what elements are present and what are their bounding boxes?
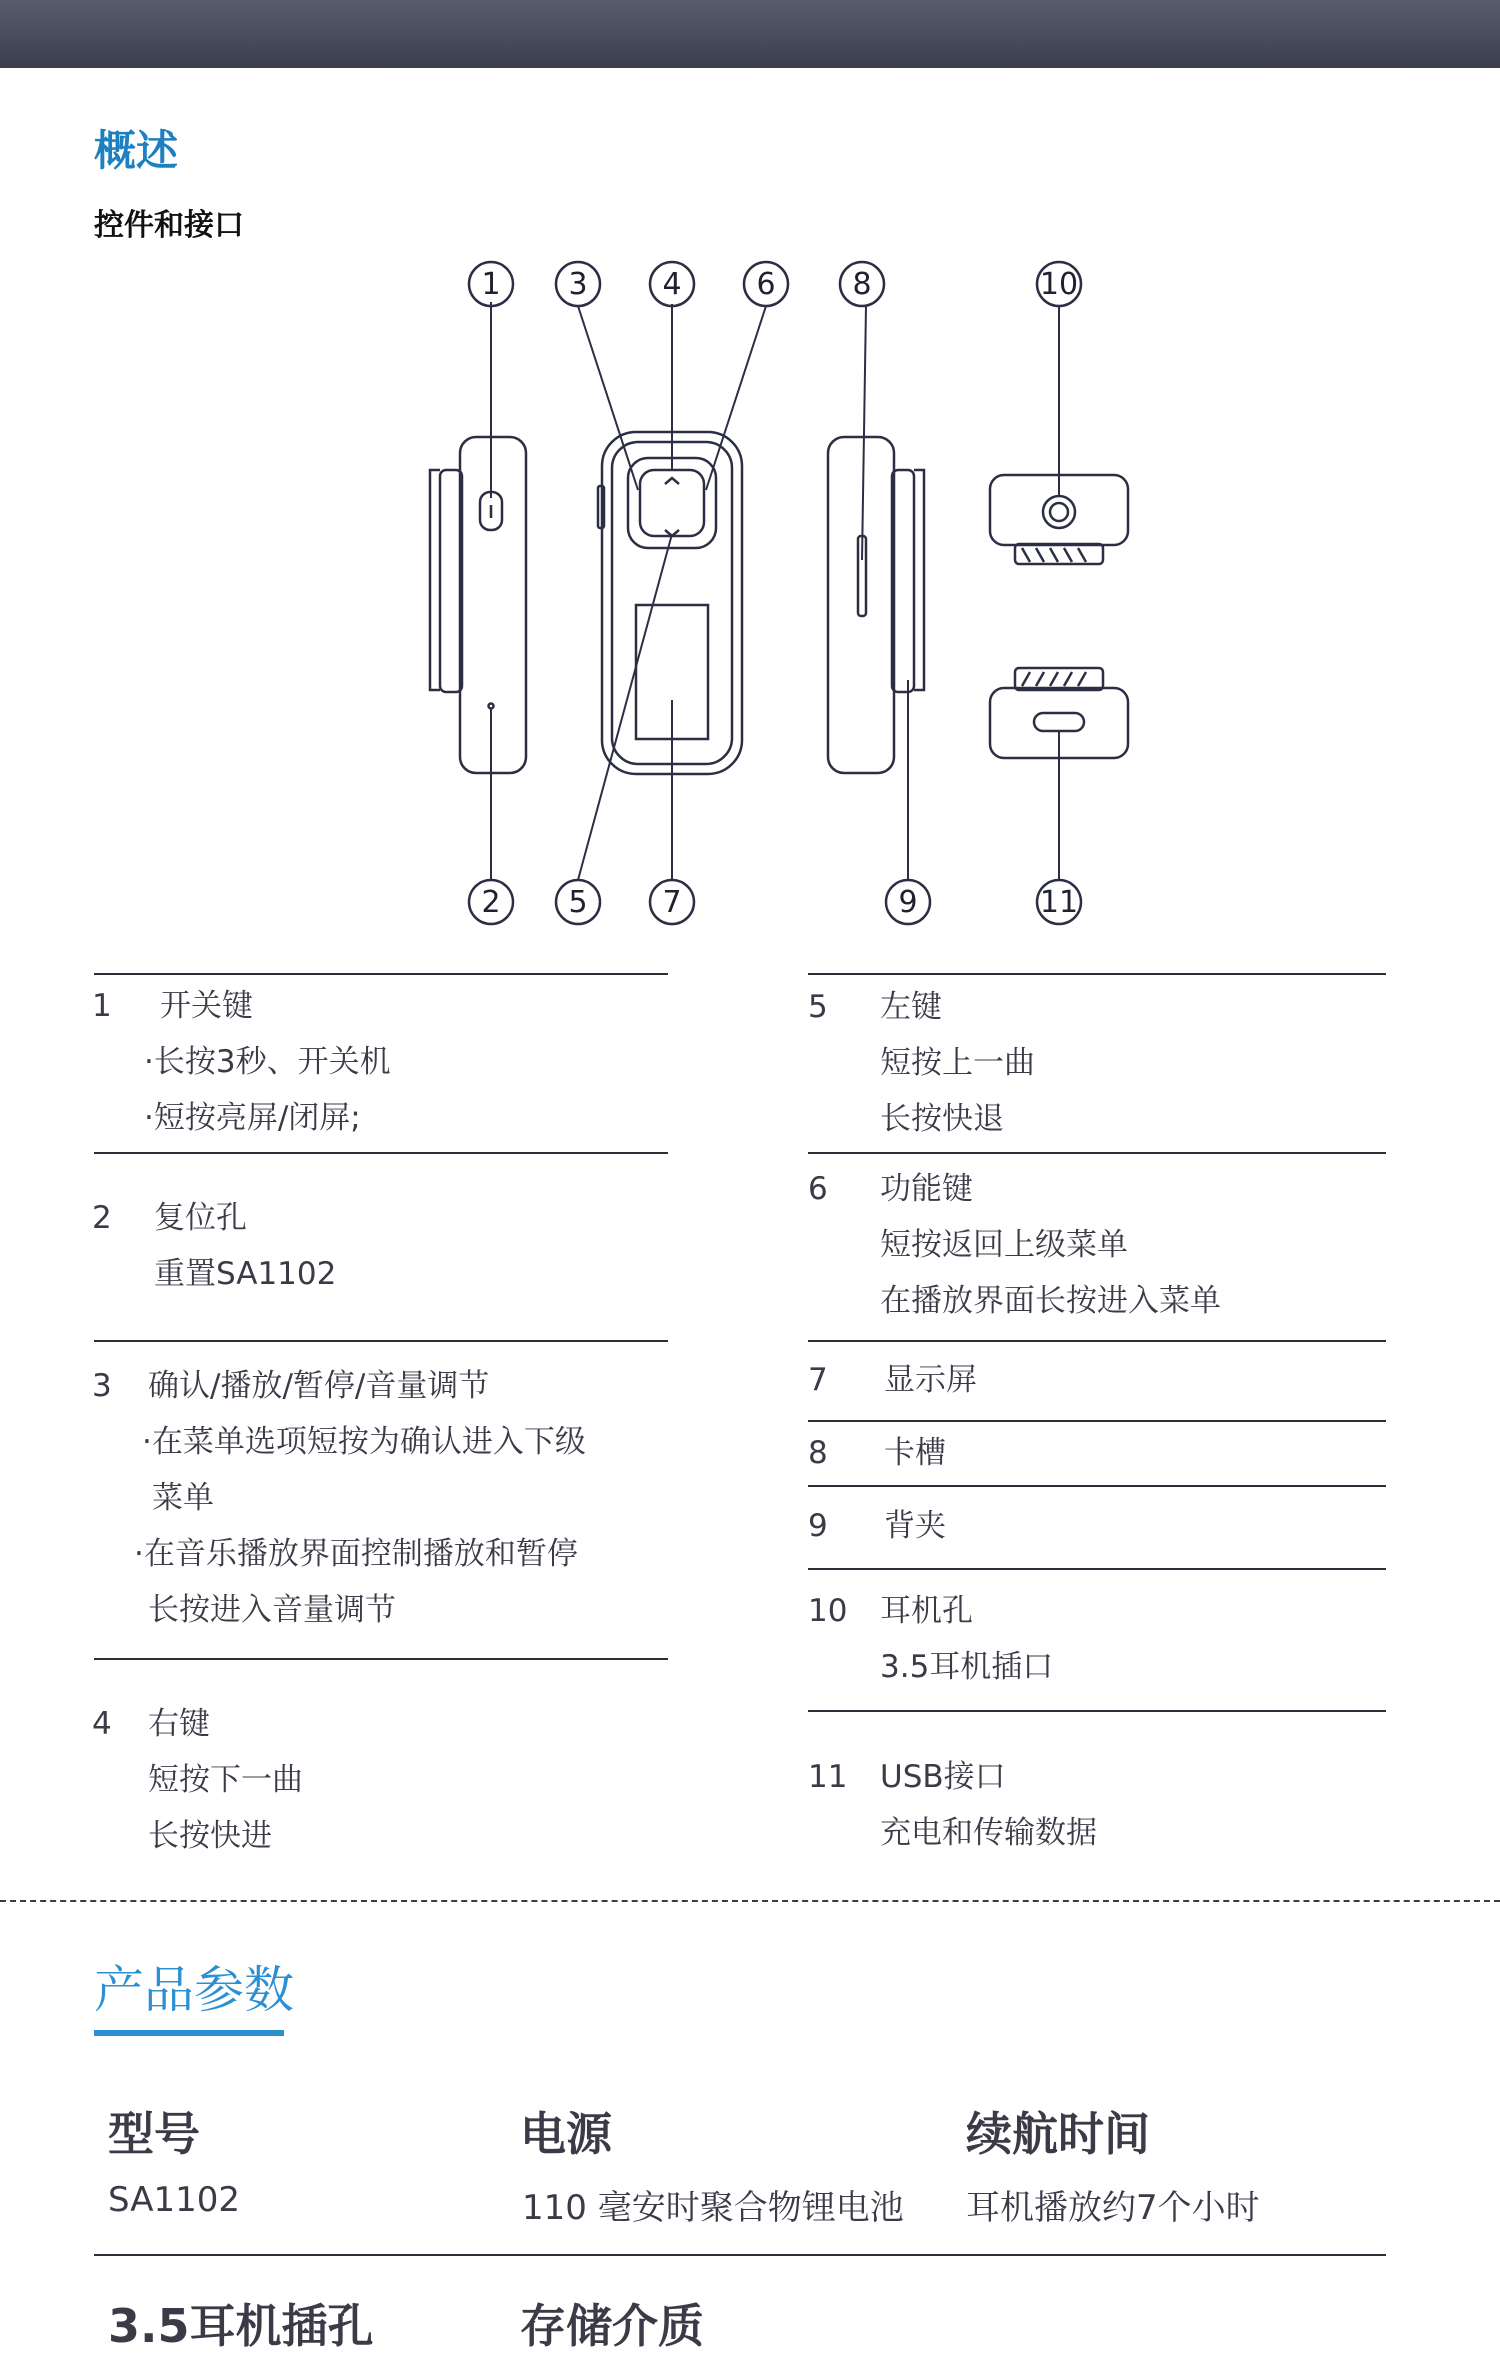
svg-text:9: 9 <box>898 885 918 920</box>
callout-1 <box>469 262 513 306</box>
callout-5 <box>556 880 600 924</box>
callout-2 <box>469 880 513 924</box>
spec-label-model: 型号 <box>108 2107 200 2161</box>
divider <box>94 1658 668 1660</box>
device-diagram <box>0 240 1500 940</box>
callout-8 <box>840 262 884 306</box>
spec-label-power: 电源 <box>520 2107 612 2161</box>
callout-9 <box>886 880 930 924</box>
divider <box>808 1340 1386 1342</box>
svg-text:2: 2 <box>481 885 501 920</box>
callout-4 <box>650 262 694 306</box>
spec-label-headphone-jack: 3.5耳机插孔 <box>108 2299 374 2353</box>
callout-7 <box>650 880 694 924</box>
device-left-side-view <box>430 437 526 773</box>
divider <box>808 1420 1386 1422</box>
svg-text:7: 7 <box>662 885 682 920</box>
svg-text:5: 5 <box>568 885 588 920</box>
divider <box>94 973 668 975</box>
callout-3 <box>556 262 600 306</box>
divider <box>94 1152 668 1154</box>
section-title-underline <box>94 2030 284 2036</box>
svg-text:4: 4 <box>662 267 682 302</box>
spec-value-battery-life: 耳机播放约7个小时 <box>966 2188 1260 2228</box>
divider <box>808 973 1386 975</box>
svg-text:3: 3 <box>568 267 588 302</box>
device-front-view <box>598 432 742 774</box>
divider <box>808 1485 1386 1487</box>
svg-text:10: 10 <box>1039 267 1079 302</box>
callout-10 <box>1037 262 1081 306</box>
svg-text:11: 11 <box>1039 885 1079 920</box>
spec-value-power: 110 毫安时聚合物锂电池 <box>522 2188 904 2228</box>
spec-label-storage: 存储介质 <box>520 2299 704 2353</box>
svg-text:6: 6 <box>756 267 776 302</box>
spec-value-model: SA1102 <box>108 2180 240 2220</box>
spec-label-battery-life: 续航时间 <box>966 2107 1150 2161</box>
divider <box>94 2254 1386 2256</box>
divider <box>808 1152 1386 1154</box>
section-title-overview: 概述 <box>94 126 179 175</box>
section-subtitle-controls: 控件和接口 <box>94 208 244 243</box>
callout-11 <box>1037 880 1081 924</box>
device-right-side-view <box>828 437 924 773</box>
svg-text:8: 8 <box>852 267 872 302</box>
divider <box>808 1710 1386 1712</box>
callout-6 <box>744 262 788 306</box>
section-title-specs: 产品参数 <box>94 1961 294 2019</box>
top-banner <box>0 0 1500 68</box>
divider <box>808 1568 1386 1570</box>
divider <box>94 1340 668 1342</box>
svg-text:1: 1 <box>481 267 501 302</box>
section-separator <box>0 1900 1500 1902</box>
